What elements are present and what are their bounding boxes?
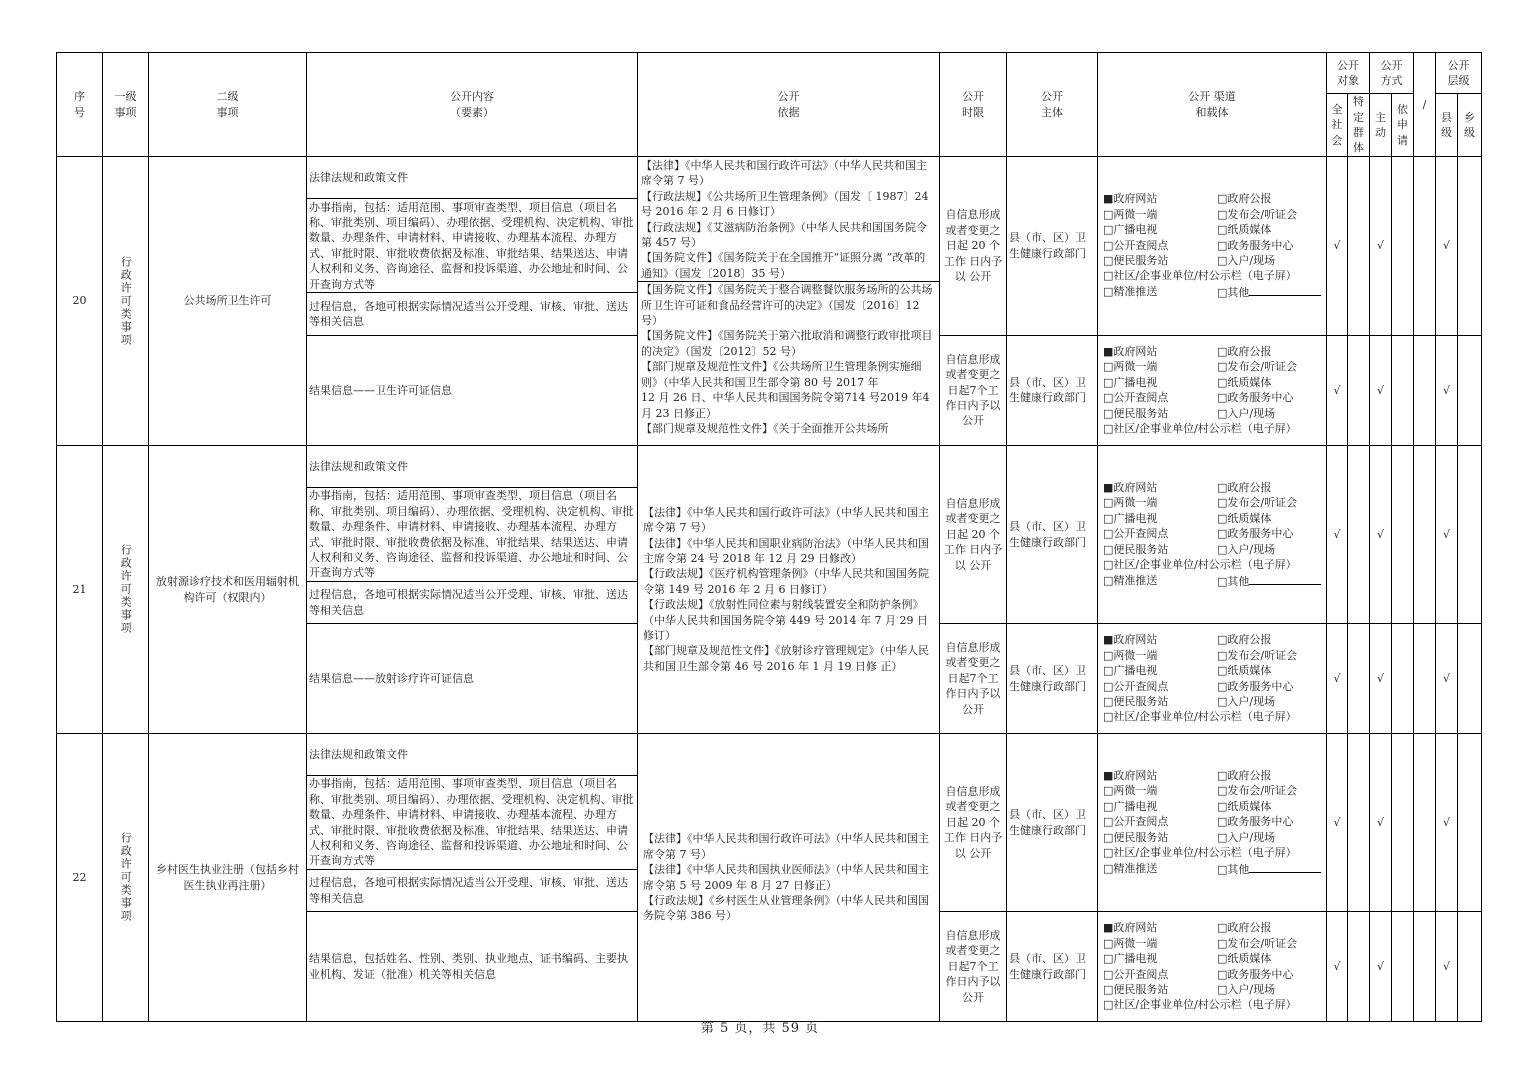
- row-22-deadline-b: 自信息形成或者变更之日起7个工作日内予以公开: [940, 912, 1007, 1022]
- channel-reading: □公开查阅点: [1103, 967, 1169, 981]
- basis-item: 【部门规章及规范性文件】《放射诊疗管理规定》（中华人民共和国卫生部令第 46 号 2016 年 1 月 19 日修 正）: [643, 644, 929, 673]
- channel-press: □发布会/听证会: [1217, 936, 1298, 950]
- row-20-process: 过程信息，各地可根据实际情况适当公开受理、审核、审批、送达等相关信息: [307, 293, 638, 335]
- row-20-subject-a: 县（市、区）卫 生健康行政部门: [1007, 157, 1098, 336]
- row-21-result: 结果信息——放射诊疗许可证信息: [307, 624, 638, 734]
- channel-board: □社区/企事业单位/村公示栏（电子屏）: [1103, 846, 1297, 860]
- row-22-channels-a: [1098, 734, 1327, 912]
- channel-paper: □纸质媒体: [1217, 952, 1272, 966]
- header-channel: 公开 渠道 和载体: [1098, 53, 1327, 157]
- row-20-level2: 公共场所卫生许可: [149, 157, 307, 446]
- channel-door: □入户/现场: [1217, 254, 1276, 267]
- row-20-result: 结果信息——卫生许可证信息: [307, 335, 638, 445]
- check-all: √: [1327, 335, 1348, 445]
- channel-board: □社区/企事业单位/村公示栏（电子屏）: [1103, 558, 1297, 572]
- channel-two-micro: □两微一端: [1103, 360, 1158, 374]
- check-active: √: [1370, 335, 1392, 445]
- channel-radio-tv: □广播电视: [1103, 952, 1158, 966]
- channel-radio-tv: □广播电视: [1103, 799, 1158, 813]
- header-method: 公开 方式: [1370, 53, 1414, 94]
- channel-press: □发布会/听证会: [1217, 207, 1298, 221]
- basis-item: 【部门规章及规范性文件】《公共场所卫生管理条例实施细则》（中华人民共和国卫生部令第 80 号 2017 年: [641, 360, 922, 389]
- check-county: √: [1436, 446, 1458, 624]
- header-slash: /: [1414, 53, 1436, 157]
- channel-reading: □公开查阅点: [1103, 391, 1169, 405]
- row-22-laws: 法律法规和政策文件: [307, 734, 638, 776]
- channel-radio-tv: □广播电视: [1103, 223, 1158, 237]
- row-22-deadline-a: 自信息形成或者变更之日起 20 个工作 日内予以 公开: [940, 734, 1007, 912]
- channel-gov-site: ■政府网站: [1103, 769, 1158, 783]
- channel-radio-tv: □广播电视: [1103, 511, 1158, 525]
- channel-convenience: □便民服务站: [1103, 830, 1169, 844]
- basis-item: 【行政法规】《艾滋病防治条例》（中华人民共和国国务院令第 457 号）: [641, 220, 927, 250]
- row-21-level2: 放射源诊疗技术和医用辐射机构许可（权限内）: [149, 446, 307, 734]
- row-20-seq: 20: [57, 157, 103, 446]
- channel-paper: □纸质媒体: [1217, 664, 1272, 678]
- row-21-laws: 法律法规和政策文件: [307, 446, 638, 488]
- basis-item: 【法律】《中华人民共和国行政许可法》（中华人民共和国主席令第 7 号）: [643, 832, 929, 861]
- header-level2: 二级 事项: [149, 53, 307, 157]
- row-21-deadline-b: 自信息形成或者变更之日起7个工作日内予以公开: [940, 624, 1007, 734]
- header-deadline: 公开 时限: [940, 53, 1007, 157]
- channel-door: □入户/现场: [1217, 694, 1276, 708]
- row-22-guide: 办事指南，包括：适用范围、事项审查类型、项目信息（项目名称、审批类别、项目编码）、办理依据、受理机构、决定机构、审批数量、办理条件、申请材料、申请接收、办理基本流程、办理方式、审批时限、审批收费依据及标准、审批结果、结果送达、申请人权利和义务、咨询途径、监督和投诉渠道、办公地址和时间、公开查询方式等: [307, 776, 638, 870]
- header-level: 公开 层级: [1436, 53, 1482, 94]
- row-20-guide: 办事指南，包括：适用范围、事项审查类型、项目信息（项目名称、审批类别、项目编码）、办理依据、受理机构、决定机构、审批数量、办理条件、申请材料、申请接收、办理基本流程、办理方式、审批时限、审批收费依据及标准、审批结果、结果送达、申请人权利和义务、咨询途径、监督和投诉渠道、办公地址和时间、公开查询方式等: [307, 199, 638, 293]
- row-22-category: 行政许可类事项: [103, 734, 149, 1022]
- row-20-basis: [638, 157, 940, 446]
- row-21-category: 行政许可类事项: [103, 446, 149, 734]
- check-all: √: [1327, 624, 1348, 734]
- channel-gov-gazette: □政府公报: [1217, 633, 1272, 647]
- row-21-subject-b: 县（市、区）卫 生健康行政部门: [1007, 624, 1098, 734]
- check-county: √: [1436, 335, 1458, 445]
- row-22-basis: [638, 734, 940, 1022]
- channel-radio-tv: □广播电视: [1103, 375, 1158, 389]
- channel-precise: □精准推送: [1103, 861, 1158, 875]
- row-20-channels-b: [1098, 335, 1327, 445]
- channel-other: □其他: [1217, 284, 1327, 300]
- row-22-process: 过程信息，各地可根据实际情况适当公开受理、审核、审批、送达等相关信息: [307, 870, 638, 912]
- basis-item: 12 月 26 日、中华人民共和国国务院令第714 号2019 年4 月 23 日修正）: [641, 391, 930, 420]
- row-22-channels-b: [1098, 912, 1327, 1022]
- channel-board: □社区/企事业单位/村公示栏（电子屏）: [1103, 269, 1297, 283]
- basis-item: 【国务院文件】《国务院关于整合调整餐饮服务场所的公共场所卫生许可证和食品经营许可的决定》（国发〔2016〕12 号）: [641, 283, 933, 328]
- channel-board: □社区/企事业单位/村公示栏（电子屏）: [1103, 998, 1297, 1012]
- row-21-channels-a: [1098, 446, 1327, 624]
- channel-reading: □公开查阅点: [1103, 527, 1169, 541]
- channel-gov-gazette: □政府公报: [1217, 345, 1272, 359]
- check-all: √: [1327, 446, 1348, 624]
- channel-gov-site: ■政府网站: [1103, 921, 1158, 935]
- row-20-deadline-a: 自信息形成或者变更之日起 20 个工作 日内予以 公开: [940, 157, 1007, 336]
- header-seq: 序 号: [57, 53, 103, 157]
- channel-paper: □纸质媒体: [1217, 223, 1272, 237]
- channel-gov-gazette: □政府公报: [1217, 481, 1272, 495]
- channel-press: □发布会/听证会: [1217, 360, 1298, 374]
- check-county: √: [1436, 734, 1458, 912]
- channel-gov-gazette: □政府公报: [1217, 192, 1272, 206]
- header-method-request: 依 申 请: [1392, 94, 1414, 157]
- basis-item: 【法律】《中华人民共和国行政许可法》（中华人民共和国主席令第 7 号）: [643, 505, 929, 535]
- channel-gov-gazette: □政府公报: [1217, 921, 1272, 935]
- channel-reading: □公开查阅点: [1103, 679, 1169, 693]
- row-22-result: 结果信息，包括姓名、性别、类别、执业地点、证书编码、主要执业机构、发证（批准）机关等相关信息: [307, 912, 638, 1022]
- page-footer: 第 5 页，共 59 页: [700, 1021, 820, 1036]
- channel-press: □发布会/听证会: [1217, 648, 1298, 662]
- channel-door: □入户/现场: [1217, 830, 1276, 844]
- row-20-category: 行政许可类事项: [103, 157, 149, 446]
- channel-precise: □精准推送: [1103, 573, 1158, 587]
- basis-item: 【法律】《中华人民共和国执业医师法》（中华人民共和国主席令第 5 号 2009 年 8 月 27 日修正）: [643, 863, 929, 892]
- check-active: √: [1370, 624, 1392, 734]
- check-all: √: [1327, 734, 1348, 912]
- channel-door: □入户/现场: [1217, 982, 1276, 996]
- header-basis: 公开 依据: [638, 53, 940, 157]
- row-22-subject-b: 县（市、区）卫 生健康行政部门: [1007, 912, 1098, 1022]
- header-target-all: 全 社 会: [1327, 94, 1348, 157]
- row-21-seq: 21: [57, 446, 103, 734]
- basis-item: 【行政法规】《放射性同位素与射线装置安全和防护条例》（中华人民共和国国务院令第 449 号 2014 年 7 月 29 日修订）: [643, 598, 928, 643]
- document-page: [56, 52, 1482, 1022]
- basis-item: 【国务院文件】《国务院关于在全国推开“证照分离 ”改革的通知》（国发〔2018〕35 号）: [638, 250, 939, 282]
- row-22-level2: 乡村医生执业注册（包括乡村医生执业再注册）: [149, 734, 307, 1022]
- check-active: √: [1370, 912, 1392, 1022]
- channel-convenience: □便民服务站: [1103, 406, 1169, 420]
- channel-gov-site: ■政府网站: [1103, 481, 1158, 495]
- channel-gov-site: ■政府网站: [1103, 345, 1158, 359]
- check-county: √: [1436, 157, 1458, 336]
- channel-service-center: □政务服务中心: [1217, 679, 1294, 693]
- basis-item: 【行政法规】《乡村医生从业管理条例》（中华人民共和国国务院令第 386 号）: [643, 893, 929, 923]
- channel-convenience: □便民服务站: [1103, 982, 1169, 996]
- header-level-township: 乡 级: [1458, 94, 1482, 157]
- row-20-laws: 法律法规和政策文件: [307, 157, 638, 199]
- channel-board: □社区/企事业单位/村公示栏（电子屏）: [1103, 422, 1297, 436]
- basis-item: 【行政法规】《医疗机构管理条例》（中华人民共和国国务院令第 149 号 2016 年 2 月 6 日修订）: [643, 567, 929, 596]
- channel-two-micro: □两微一端: [1103, 496, 1158, 510]
- check-active: √: [1370, 157, 1392, 336]
- channel-gov-site: ■政府网站: [1103, 192, 1158, 206]
- channel-radio-tv: □广播电视: [1103, 664, 1158, 678]
- channel-press: □发布会/听证会: [1217, 784, 1298, 798]
- header-method-active: 主 动: [1370, 94, 1392, 157]
- row-21-subject-a: 县（市、区）卫 生健康行政部门: [1007, 446, 1098, 624]
- channel-door: □入户/现场: [1217, 406, 1276, 420]
- row-21-process: 过程信息，各地可根据实际情况适当公开受理、审核、审批、送达等相关信息: [307, 582, 638, 624]
- channel-service-center: □政务服务中心: [1217, 238, 1294, 252]
- check-active: √: [1370, 446, 1392, 624]
- channel-convenience: □便民服务站: [1103, 542, 1169, 556]
- header-level-county: 县 级: [1436, 94, 1458, 157]
- channel-two-micro: □两微一端: [1103, 936, 1158, 950]
- check-all: √: [1327, 157, 1348, 336]
- channel-paper: □纸质媒体: [1217, 799, 1272, 813]
- channel-service-center: □政务服务中心: [1217, 527, 1294, 541]
- header-subject: 公开 主体: [1007, 53, 1098, 157]
- header-level1: 一级 事项: [103, 53, 149, 157]
- channel-gov-gazette: □政府公报: [1217, 769, 1272, 783]
- channel-other: □其他: [1217, 861, 1327, 877]
- header-target: 公开 对象: [1327, 53, 1370, 94]
- channel-service-center: □政务服务中心: [1217, 815, 1294, 829]
- basis-item: 【国务院文件】《国务院关于第六批取消和调整行政审批项目的决定》（国发〔2012〕52 号）: [641, 329, 933, 358]
- channel-gov-site: ■政府网站: [1103, 633, 1158, 647]
- channel-other: □其他: [1217, 573, 1327, 589]
- channel-service-center: □政务服务中心: [1217, 391, 1294, 405]
- row-20-deadline-b: 自信息形成或者变更之日起7个工作日内予以公开: [940, 335, 1007, 445]
- row-22-subject-a: 县（市、区）卫 生健康行政部门: [1007, 734, 1098, 912]
- row-21-channels-b: [1098, 624, 1327, 734]
- basis-item: 【行政法规】《公共场所卫生管理条例》（国发〔 1987〕24 号 2016 年 2 月 6 日修订）: [641, 189, 929, 219]
- channel-press: □发布会/听证会: [1217, 496, 1298, 510]
- channel-two-micro: □两微一端: [1103, 207, 1158, 221]
- channel-convenience: □便民服务站: [1103, 254, 1169, 267]
- channel-two-micro: □两微一端: [1103, 648, 1158, 662]
- row-21-basis: [638, 446, 940, 734]
- channel-board: □社区/企事业单位/村公示栏（电子屏）: [1103, 710, 1297, 724]
- row-20-subject-b: 县（市、区）卫 生健康行政部门: [1007, 335, 1098, 445]
- channel-reading: □公开查阅点: [1103, 238, 1169, 252]
- header-target-specific: 特 定 群 体: [1348, 94, 1370, 157]
- channel-paper: □纸质媒体: [1217, 375, 1272, 389]
- basis-item: 【法律】《中华人民共和国职业病防治法》（中华人民共和国主席令第 24 号 2018 年 12 月 29 日修改）: [643, 536, 929, 565]
- channel-service-center: □政务服务中心: [1217, 967, 1294, 981]
- channel-precise: □精准推送: [1103, 284, 1158, 298]
- basis-item: 【法律】《中华人民共和国行政许可法》（中华人民共和国主席令第 7 号）: [641, 159, 927, 188]
- check-active: √: [1370, 734, 1392, 912]
- row-20-channels-a: [1098, 157, 1327, 336]
- check-county: √: [1436, 624, 1458, 734]
- row-21-guide: 办事指南，包括：适用范围、事项审查类型、项目信息（项目名称、审批类别、项目编码）、办理依据、受理机构、决定机构、审批数量、办理条件、申请材料、申请接收、办理基本流程、办理方式、审批时限、审批收费依据及标准、审批结果、结果送达、申请人权利和义务、咨询途径、监督和投诉渠道、办公地址和时间、公开查询方式等: [307, 488, 638, 582]
- channel-paper: □纸质媒体: [1217, 511, 1272, 525]
- channel-door: □入户/现场: [1217, 542, 1276, 556]
- row-21-deadline-a: 自信息形成或者变更之日起 20 个工作 日内予以 公开: [940, 446, 1007, 624]
- basis-item: 【部门规章及规范性文件】《关于全面推开公共场所: [641, 421, 889, 435]
- header-content: 公开内容 （要素）: [307, 53, 638, 157]
- check-all: √: [1327, 912, 1348, 1022]
- row-22-seq: 22: [57, 734, 103, 1022]
- channel-reading: □公开查阅点: [1103, 815, 1169, 829]
- disclosure-table: [56, 52, 1482, 1022]
- check-county: √: [1436, 912, 1458, 1022]
- channel-two-micro: □两微一端: [1103, 784, 1158, 798]
- channel-convenience: □便民服务站: [1103, 694, 1169, 708]
